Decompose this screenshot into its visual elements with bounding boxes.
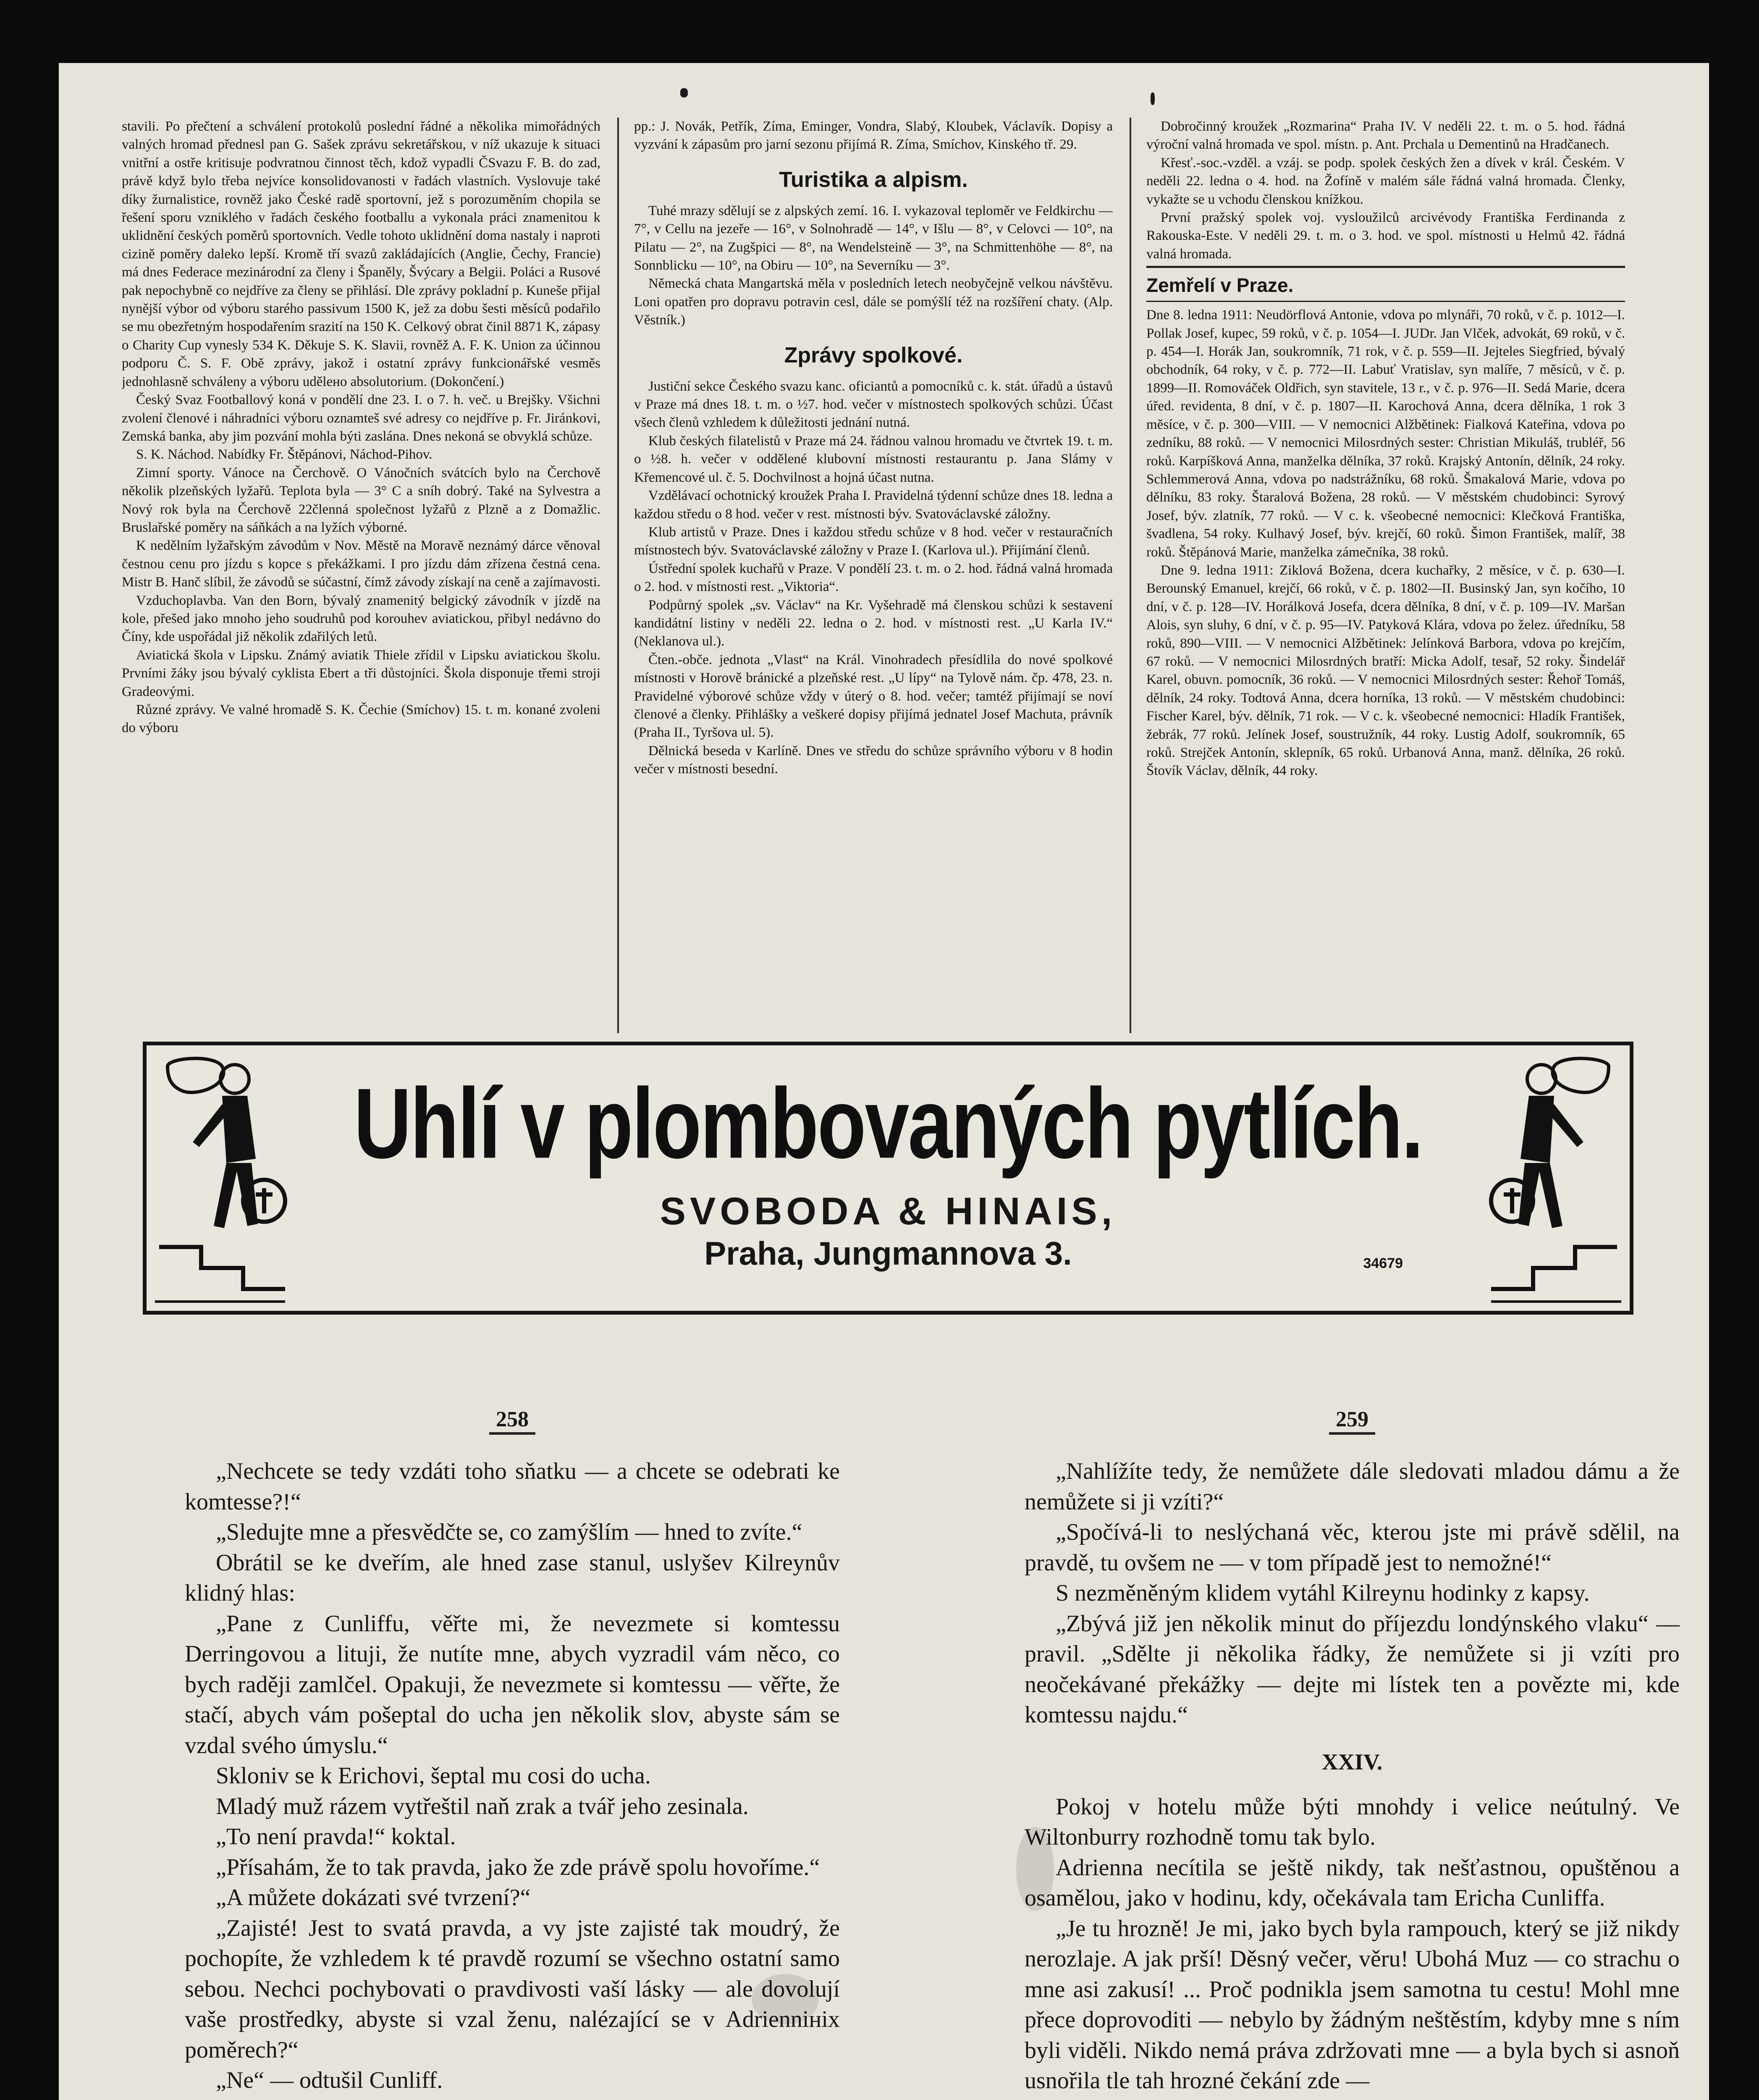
news-paragraph: Justiční sekce Českého svazu kanc. oficiantů a pomocníků c. k. stát. úřadů a ústavů v Praze má dnes 18. t. m. o ½7. hod. večer v místnostech spolkových schůzi. Účast všech členů vzhledem k důležitosti jednání nutná. <box>634 378 1113 430</box>
newspaper-section <box>122 118 1659 1075</box>
news-paragraph: Různé zprávy. Ve valné hromadě S. K. Čechie (Smíchov) 15. t. m. konané zvoleni do výboru <box>122 702 600 736</box>
club-notices <box>1146 118 1625 263</box>
news-paragraph: První pražský spolek voj. vysloužilců arcivévody Františka Ferdinanda z Rakouska-Este. V neděli 29. t. m. o 3. hod. ve spol. místnosti u Helmů 42. řádná valná hromada. <box>1146 210 1625 262</box>
news-paragraph: Vzduchoplavba. Van den Born, bývalý znamenitý belgický závodník v jízdě na kole, přešed jako mnoho jeho soudruhů pod korouhev aviatickou, přibyl nedávno do Číny, kde uspořádal již několik zdařilých letů. <box>122 593 600 645</box>
book-page-left <box>185 1407 840 2100</box>
football-club-note: pp.: J. Novák, Petřík, Zíma, Eminger, Vondra, Slabý, Kloubek, Václavík. Dopisy a vyzvání k zápasům pro jarní sezonu přijímá R. Zíma, Smíchov, Kinského tř. 29. <box>634 119 1113 152</box>
news-paragraph: Klub českých filatelistů v Praze má 24. řádnou valnou hromadu ve čtvrtek 19. t. m. o ½8. h. večer v oddělené klubovní místnosti restaurantu p. Jana Slámy v Křemencové ul. č. 5. Dochvilnost a hojná účast nutna. <box>634 433 1113 485</box>
book-paragraph: „A můžete dokázati své tvrzení?“ <box>216 1885 531 1911</box>
ad-code: 34679 <box>1363 1255 1403 1271</box>
newspaper-column-2 <box>634 118 1113 1033</box>
news-paragraph: Německá chata Mangartská měla v posledních letech neobyčejně velkou návštěvu. Loni opatřen pro dopravu potravin cesl, dále se pomýšlí též na rozšíření chaty. (Alp. Věstník.) <box>634 276 1113 328</box>
death-notice-paragraph: Dne 8. ledna 1911: Neudörflová Antonie, vdova po mlynáři, 70 roků, v č. p. 1012—I. Pollak Josef, kupec, 59 roků, v č. p. 1054—I. JUDr. Jan Vlček, advokát, 69 roků, v č. p. 454—I. Horák Jan, soukromník, 71 rok, v č. p. 559—II. Jejteles Siegfried, bývalý obchodník, 64 roky, v č. p. 772—II. Labuť Vratislav, syn malíře, 7 měsíců, v č. p. 1899—II. Romováček Oldřich, syn stavitele, 13 r., v č. p. 976—II. Sedá Marie, dcera úřed. revidenta, 8 dní, v č. p. 1807—II. Karochová Anna, dcera dělníka, 1 rok 3 měsíce, v č. p. 300—VIII. — V nemocnici Alžbětinek: Fialková Kateřina, vdova po zedníku, 88 roků. — V nemocnici Milosrdných sester: Christian Mikuláš, trubléř, 56 roků. Karpíšková Anna, manželka dělníka, 37 roků. Krajský Antonín, dělník, 24 roky. Schlemmerová Anna, vdova po nadstrážníku, 68 roků. Šmakalová Marie, vdova po dělníku, 83 roky. Štaralová Božena, 28 roků. — V městském chudobinci: Syrový Josef, býv. zlatník, 77 roků. — V c. k. všeobecné nemocnici: Klečková Františka, švadlena, 54 roky. Kulhavý Josef, býv. krejčí, 60 roků. Šimon František, malíř, 38 roků. Štěpánová Marie, manželka zámečníka, 38 roků. <box>1146 307 1625 560</box>
news-paragraph: Tuhé mrazy sdělují se z alpských zemí. 16. I. vykazoval teploměr ve Feldkirchu — 7°, v Cellu na jezeře — 16°, v Solnohradě — 14°, v Išlu — 8°, v Celovci — 10°, na Pilatu — 2°, na Zugšpici — 8°, na Wendelsteině — 3°, na Schmittenhöhe — 8°, na Sonnblicku — 10°, na Obiru — 10°, na Severníku — 3°. <box>634 203 1113 273</box>
book-paragraph: „Zbývá již jen několik minut do příjezdu londýnského vlaku“ — pravil. „Sdělte ji několika řádky, že nemůžete si ji vzíti pro neočekávané překážky — dejte mi lístek ten a povězte mi, kde komtessu najdu.“ <box>1025 1610 1680 1728</box>
news-paragraph: Aviatická škola v Lipsku. Známý aviatik Thiele zřídil v Lipsku aviatickou školu. Prvními žáky jsou bývalý cyklista Ebert a tři důstojníci. Škola disponuje třemi stroji Gradeovými. <box>122 647 600 699</box>
book-paragraph: „Ne“ — odtušil Cunliff. <box>216 2067 443 2093</box>
section-heading-deaths: Zemřelí v Praze. <box>1146 274 1294 297</box>
coal-advertisement <box>143 1042 1633 1315</box>
news-paragraph: Ústřední spolek kuchařů v Praze. V pondělí 23. t. m. o 2. hod. řádná valná hromada o 2. hod. v místnosti rest. „Viktoria“. <box>634 561 1113 595</box>
news-paragraph: S. K. Náchod. Nabídky Fr. Štěpánovi, Náchod-Pihov. <box>136 447 433 462</box>
news-paragraph: Dělnická beseda v Karlíně. Dnes ve středu do schůze správního výboru v 8 hodin večer v místnosti besední. <box>634 743 1113 777</box>
newspaper-column-1 <box>122 118 600 1033</box>
news-paragraph: Dobročinný kroužek „Rozmarina“ Praha IV. V neděli 22. t. m. o 5. hod. řádná výroční valná hromada ve spol. místn. p. Ant. Prchala u Dementinů na Hradčanech. <box>1146 119 1625 152</box>
news-paragraph: Vzdělávací ochotnický kroužek Praha I. Pravidelná týdenní schůze dnes 18. ledna a každou středu o 8 hod. večer v rest. místnosti býv. Svatováclavské záložny. <box>634 488 1113 522</box>
book-paragraph: „Pane z Cunliffu, věřte mi, že nevezmete si komtessu Derringovou a lituji, že nutíte mne, abych vyzradil vám něco, co bych raději zamlčel. Opakuji, že nevezmete si komtessu — věřte, že stačí, abych vám pošeptal do ucha jen několik slov, abyste sám se vzdal svého úmyslu.“ <box>185 1610 840 1759</box>
newspaper-column-3 <box>1146 118 1625 1033</box>
book-paragraph: „To není pravda!“ koktal. <box>216 1824 456 1850</box>
book-paragraph: „Nahlížíte tedy, že nemůžete dále sledovati mladou dámu a že nemůžete si ji vzíti?“ <box>1025 1458 1680 1515</box>
death-notice-paragraph: Dne 9. ledna 1911: Ziklová Božena, dcera kuchařky, 2 měsíce, v č. p. 630—I. Berounský Emanuel, krejčí, 66 roků, v č. p. 1802—II. Businský Jan, syn kočího, 10 dní, v č. p. 128—IV. Horálková Josefa, dcera dělníka, 8 dní, v č. p. 109—IV. Maršan Alois, syn sluhy, 6 dní, v č. p. 95—IV. Patyková Klára, vdova po želez. úředníku, 58 roků, 890—VIII. — V nemocnici Alžbětinek: Jelínková Barbora, vdova po krejčím, 67 roků. — V nemocnici Milosrdných bratří: Micka Adolf, tesař, 52 roky. Šindelář Karel, obuvn. pomocník, 36 roků. — V nemocnici Milosrdných sester: Řehoř Tomáš, dělník, 24 roky. Todtová Anna, dcera horníka, 13 roků. — V městském chudobinci: Fischer Karel, býv. dělník, 71 rok. — V c. k. všeobecné nemocnici: Hladík František, žebrák, 77 roků. Jelínek Josef, soustružník, 44 roky. Lustig Adolf, soukromník, 65 roků. Strejček Antonín, sklepník, 65 roků. Urbanová Anna, manž. dělníka, 26 roků. Štovík Václav, dělník, 44 roky. <box>1146 562 1625 779</box>
book-paragraph: „Spočívá-li to neslýchaná věc, kterou jste mi právě sdělil, na pravdě, tu ovšem ne — v tom případě jest to nemožné!“ <box>1025 1519 1680 1576</box>
book-paragraph: Mladý muž rázem vytřeštil naň zrak a tvář jeho zesinala. <box>216 1793 749 1819</box>
news-paragraph: Podpůrný spolek „sv. Václav“ na Kr. Vyšehradě má členskou schůzi k sestavení kandidátní listiny v neděli 22. ledna o 2. hod. v místnosti rest. „U Karla IV.“ (Neklanova ul.). <box>634 597 1113 649</box>
news-paragraph: stavili. Po přečtení a schválení protokolů poslední řádné a několika mimořádných valných hromad přednesl pan G. Sašek zprávu sekretářskou, v níž ukazuje k situaci vnitřní a ostře kritisuje podvratnou činnost těch, kdož vypadli ČSvazu F. B. do zad, právě když bylo třeba nejvíce konsolidovanosti v řadách vlastních. Vyslovuje také díky žurnalistice, rovněž jako České radě sportovní, jež s porozuměním chopila se řešení sporu vzniklého v řadách českého footballu a vykonala práci znamenitou k uklidnění českých poměrů sportovních. Vedle tohoto uklidnění doma nastaly i naproti cizině poměry daleko lepší. Kromě tří svazů zakládajících (Anglie, Čechy, Francie) má dnes Federace mezinárodní za členy i Španěly, Švýcary a Belgii. Poláci a Rusové pak nepochybně co nejdříve za členy se přihlásí. Dle zprávy pokladní p. Kuneše přijal nynější výbor od výboru starého passivum 1500 K, jež za dobu šesti měsíců podařilo se mu obezřetným hospodařením srazití na 150 K. Celkový obrat činil 8871 K, zápasy o Charity Cup vynesly 534 K. Děkuje S. K. Slavii, rovněž A. F. K. Union za účinnou podporu Č. S. F. Obě zprávy, jakož i ostatní zprávy funkcionářské vesměs jednohlasně schváleny a výboru udělено absolutorium. (Dokončení.) <box>122 119 600 389</box>
print-mark <box>1151 92 1155 105</box>
book-text-right <box>1025 1456 1680 1730</box>
coal-porter-illustration <box>1487 1050 1625 1310</box>
column-rule <box>617 118 619 1033</box>
book-paragraph: S nezměněným klidem vytáhl Kilreynu hodinky z kapsy. <box>1056 1580 1590 1606</box>
chapter-heading: XXIV. <box>1321 1749 1383 1774</box>
column-rule <box>1130 118 1131 1033</box>
print-smudge <box>752 1974 819 2024</box>
book-paragraph: „Je tu hrozně! Je mi, jako bych byla rampouch, který se již nikdy nerozlaje. A jak prší! Děsný večer, věru! Ubohá Muz — co strachu o mne asi zakusí! ... Proč podnikla jsem samotna tu cestu! Mohl mne přece doprovoditi — nebylo by žádným neštěstím, kdyby mne s ním byli viděli. Nikdo nemá práva zdržovati mne — a byla bych si asnoň usnořila tle tah hrozné čekání zde — <box>1025 1915 1680 2094</box>
section-rule <box>1146 301 1625 302</box>
book-paragraph: Obrátil se ke dveřím, ale hned zase stanul, uslyšev Kilreynův klidný hlas: <box>185 1549 840 1606</box>
book-paragraph: „Přísahám, že to tak pravda, jako že zde právě spolu hovoříme.“ <box>216 1854 820 1880</box>
news-paragraph: Zimní sporty. Vánoce na Čerchově. O Vánočních svátcích bylo na Čerchově několik plzeňských lyžařů. Teplota byla — 3° C a sníh dobrý. Také na Sylvestra a Nový rok byla na Čerchově 22členná společnost lyžařů z Plzně a z Domažlic. Bruslařské poměry na sáňkách a na lyžích výborné. <box>122 465 600 535</box>
news-paragraph: Český Svaz Footballový koná v pondělí dne 23. I. o 7. h. več. u Brejšky. Všichni zvolení členové i náhradníci výboru oznamteš své adresy co nejdříve p. Fr. Jiránkovi, Zemská banka, aby jim pozvání mohla býti zaslána. Dnes nekoná se obvyklá schůze. <box>122 392 600 444</box>
book-text-right-chapter <box>1025 1792 1680 2096</box>
print-smudge <box>1016 1827 1054 1911</box>
ad-company-name: SVOBODA & HINAIS, <box>660 1190 1117 1233</box>
book-paragraph: Adrienna necítila se ještě nikdy, tak nešťastnou, opuštěnou a osamělou, jako v hodinu, kdy, očekávala tam Ericha Cunliffa. <box>1025 1854 1680 1911</box>
section-heading-tourism: Turistika a alpism. <box>779 167 968 192</box>
news-paragraph: Klub artistů v Praze. Dnes i každou středu schůze v 8 hod. večer v restauračních místnostech býv. Svatováclavské záložny v Praze I. (Karlova ul.). Přijímání členů. <box>634 524 1113 558</box>
book-text-left <box>185 1456 840 2096</box>
page-number: 259 <box>1329 1407 1375 1435</box>
book-paragraph: „Nechcete se tedy vzdáti toho sňatku — a chcete se odebrati ke komtesse?!“ <box>185 1458 840 1515</box>
news-paragraph: Křesť.-soc.-vzděl. a vzáj. se podp. spolek českých žen a dívek v král. Českém. V neděli 22. ledna o 4. hod. na Žofíně v malém sále řádná valná hromada. Členky, vykažte se u vchodu členskou knížkou. <box>1146 155 1625 207</box>
ad-address: Praha, Jungmannova 3. <box>704 1235 1072 1272</box>
tourism-articles <box>634 202 1113 330</box>
news-paragraph: K nedělním lyžařským závodům v Nov. Městě na Moravě neznámý dárce věnoval čestnou cenu pro jízdu s kopce s překážkami. I pro jízdu dám zřízena čestná cena. Mistr B. Hanč slíbil, že závodů se súčastní, čímž závody získají na ceně a zajímavosti. <box>122 538 600 590</box>
book-paragraph: „Sledujte mne a přesvědčte se, co zamýšlím — hned to zvíte.“ <box>216 1519 802 1545</box>
print-mark <box>680 88 688 97</box>
coal-porter-illustration <box>151 1050 289 1310</box>
scanned-page <box>59 63 1709 2100</box>
book-paragraph: Pokoj v hotelu může býti mnohdy i velice neútulný. Ve Wiltonburry rozhodně tomu tak bylo. <box>1025 1793 1680 1850</box>
death-notices <box>1146 306 1625 780</box>
section-heading-club-news: Zprávy spolkové. <box>784 343 963 368</box>
page-number: 258 <box>489 1407 535 1435</box>
news-paragraph: Čten.-obče. jednota „Vlast“ na Král. Vinohradech přesídlila do nové spolkové místnosti v Horově bránické a plzeňské rest. „U lípy“ na Tylově nám. čp. 478, 23. n. Pravidelné výborové schůze vždy v úterý o 8. hod. večer; tamtéž přijímají se noví členové a členky. Přihlášky a veškeré dopisy přijímá jednatel Josef Machuta, právník (Praha II., Tyršova ul. 5). <box>634 652 1113 740</box>
ad-headline: Uhlí v plombovaných pytlích. <box>354 1068 1423 1179</box>
book-page-right <box>1025 1407 1680 2100</box>
club-news-articles <box>634 378 1113 779</box>
book-paragraph: Skloniv se k Erichovi, šeptal mu cosi do ucha. <box>216 1763 651 1789</box>
section-rule <box>1146 266 1625 268</box>
book-paragraph: „Zajisté! Jest to svatá pravda, a vy jste zajisté tak moudrý, že pochopíte, že vzhledem k té pravdě rozumí se všechno ostatní samo sebou. Nechci pochybovati o pravdivosti vaší lásky — ale dovolují vaše prostředky, abyste si vzal ženu, nalézající se v Adriennініх poměrech?“ <box>185 1915 840 2063</box>
